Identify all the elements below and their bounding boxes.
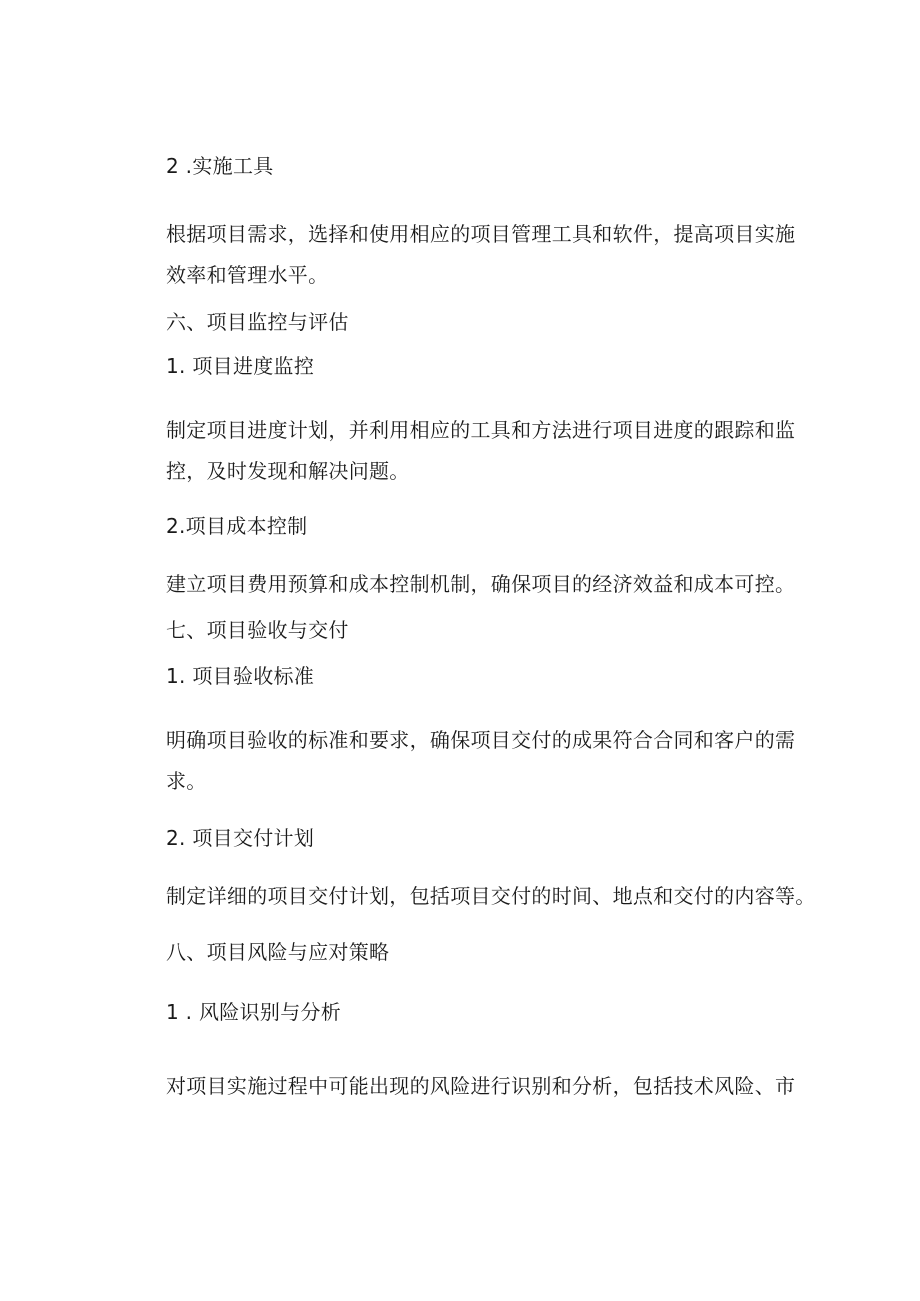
paragraph-acceptance: 明确项目验收的标准和要求，确保项目交付的成果符合合同和客户的需求。 — [166, 728, 796, 793]
paragraph-cost: 建立项目费用预算和成本控制机制，确保项目的经济效益和成本可控。 — [166, 572, 796, 596]
subheading-cost-control: 2.项目成本控制 — [166, 514, 308, 538]
subheading-implementation-tools: 2 .实施工具 — [166, 154, 274, 178]
subheading-schedule-monitoring: 1. 项目进度监控 — [166, 354, 315, 378]
subheading-risk-identification: 1 . 风险识别与分析 — [166, 1000, 342, 1024]
heading-risk-strategy: 八、项目风险与应对策略 — [166, 940, 390, 964]
subheading-delivery-plan: 2. 项目交付计划 — [166, 826, 315, 850]
paragraph-delivery: 制定详细的项目交付计划，包括项目交付的时间、地点和交付的内容等。 — [166, 884, 816, 908]
paragraph-tools: 根据项目需求，选择和使用相应的项目管理工具和软件，提高项目实施效率和管理水平。 — [166, 222, 796, 287]
heading-monitoring-evaluation: 六、项目监控与评估 — [166, 310, 349, 334]
subheading-acceptance-standard: 1. 项目验收标准 — [166, 664, 315, 688]
heading-acceptance-delivery: 七、项目验收与交付 — [166, 618, 349, 642]
paragraph-risk: 对项目实施过程中可能出现的风险进行识别和分析，包括技术风险、市 — [166, 1074, 796, 1098]
paragraph-schedule: 制定项目进度计划，并利用相应的工具和方法进行项目进度的跟踪和监控，及时发现和解决问题。 — [166, 418, 796, 483]
